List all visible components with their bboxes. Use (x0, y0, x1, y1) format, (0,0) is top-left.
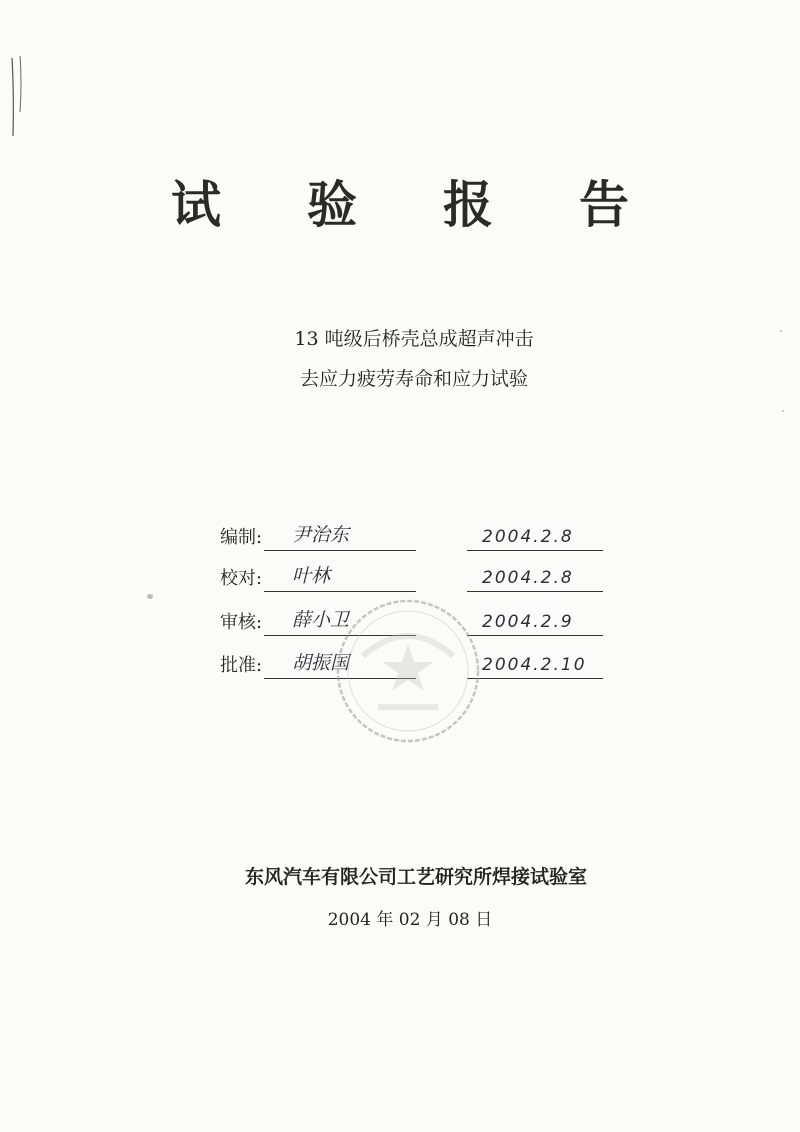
scan-speck (780, 330, 782, 332)
date-underline (467, 591, 603, 592)
handwritten-date: 2004.2.8 (482, 568, 574, 588)
signature-row-proofread (220, 552, 610, 592)
signature-row-compiled (220, 511, 610, 551)
signature-label: 校对: (220, 568, 263, 589)
handwritten-signature: 尹治东 (292, 524, 350, 546)
signature-label: 编制: (220, 527, 263, 548)
report-date: 2004 年 02 月 08 日 (327, 910, 493, 930)
handwritten-date: 2004.2.10 (482, 655, 587, 675)
signature-label: 审核: (220, 612, 263, 633)
report-subtitle-line-2: 去应力疲劳寿命和应力试验 (299, 368, 528, 390)
scan-speck (147, 594, 153, 599)
handwritten-date: 2004.2.8 (482, 527, 574, 547)
handwritten-signature: 薛小卫 (292, 609, 350, 631)
handwritten-date: 2004.2.9 (482, 612, 574, 632)
report-subtitle-line-1: 13 吨级后桥壳总成超声冲击 (294, 328, 534, 350)
organization-name: 东风汽车有限公司工艺研究所焊接试验室 (244, 866, 587, 888)
report-title: 试验报告 (171, 176, 715, 234)
handwritten-margin-mark (8, 52, 26, 142)
date-underline (467, 678, 603, 679)
signature-label: 批准: (220, 655, 263, 676)
handwritten-signature: 叶林 (292, 565, 331, 587)
date-underline (467, 635, 603, 636)
handwritten-signature: 胡振国 (292, 652, 350, 674)
date-underline (467, 550, 603, 551)
official-seal-stamp (333, 596, 483, 746)
scan-speck (782, 410, 784, 412)
signature-underline (264, 591, 416, 592)
signature-underline (264, 550, 416, 551)
